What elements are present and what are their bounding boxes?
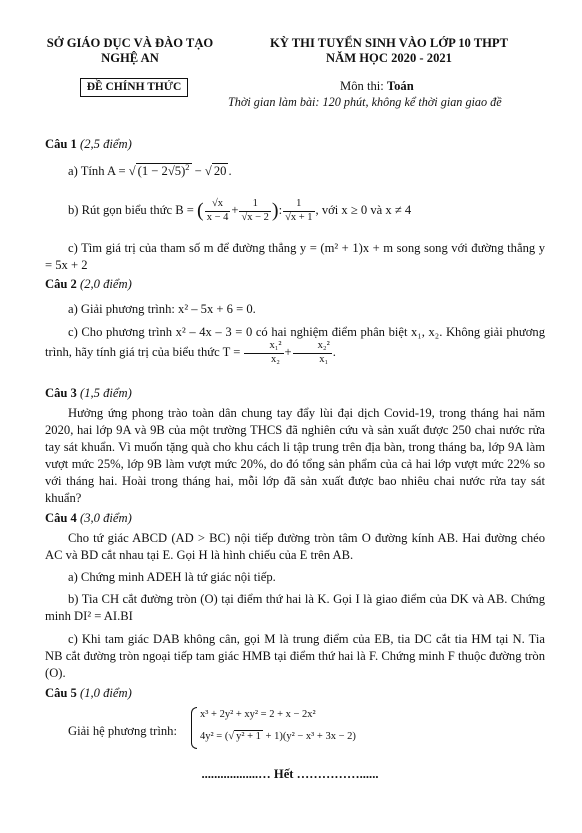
subject-label: Môn thi: bbox=[340, 79, 387, 93]
q1a-exponent: 2 bbox=[185, 162, 190, 172]
q1-heading bbox=[45, 137, 132, 152]
q3-title: Câu 3 bbox=[45, 386, 77, 400]
q2-heading bbox=[45, 277, 132, 292]
q1a bbox=[68, 162, 232, 179]
q5-eq2-sqrt: y² + 1 bbox=[236, 731, 261, 742]
q5-eq1: x³ + 2y² + xy² = 2 + x − 2x² bbox=[200, 709, 316, 720]
q5-points: (1,0 điểm) bbox=[80, 686, 132, 700]
q1a-minus: − bbox=[191, 164, 205, 179]
q1b-frac3: $\frac{1}{√x + 1}$ bbox=[285, 198, 313, 223]
q4-points: (3,0 điểm) bbox=[80, 511, 132, 525]
q3-text: Hưởng ứng phong trào toàn dân chung tay đẩy lùi đại dịch Covid-19, trong tháng hai năm 2020, hai lớp 9A và 9B của một trường THCS đã nghiên cứu và sản xuất được 250 chai nước rửa tay sát khuẩn. Vì muốn tặng quà cho khu cách li tập trung trên địa bàn, trong tháng ba, lớp 9A làm vượt mức 25%, lớp 9B làm vượt mức 20%, do đó tổng sản phẩm của cả hai lớp vượt mức 22% so với tháng hai. Hoài trong tháng hai, mỗi lớp đã sản xuất được bao nhiêu chai nước rửa tay sát khuẩn? bbox=[45, 406, 545, 505]
t-frac1: $\frac{\text{x₁²}}{\text{x₂}}$ bbox=[244, 341, 283, 365]
q1a-prefix: a) Tính A = bbox=[68, 164, 129, 179]
q1c: c) Tìm giá trị của tham số m để đường thẳng y = (m² + 1)x + m song song với đường thẳng y = 5x + 2 bbox=[45, 241, 545, 272]
q2a: a) Giải phương trình: x² – 5x + 6 = 0. bbox=[68, 302, 256, 316]
q4-heading bbox=[45, 511, 132, 526]
q1b-prefix: b) Rút gọn biểu thức B = bbox=[68, 202, 198, 217]
time-text: Thời gian làm bài: 120 phút, không kể thời gian giao đề bbox=[228, 95, 502, 109]
q4b: b) Tia CH cắt đường tròn (O) tại điểm thứ hai là K. Gọi I là giao điểm của DK và AB. Chứng minh DI² = AI.BI bbox=[45, 592, 545, 623]
q1a-sqrt20: 20 bbox=[213, 164, 227, 179]
q5-eq2: 4y² = (√ y² + 1 + 1)(y² − x³ + 3x − 2) bbox=[200, 731, 356, 742]
q1-points: (2,5 điểm) bbox=[80, 137, 132, 151]
q3-heading bbox=[45, 386, 132, 401]
dept-line1: SỞ GIÁO DỤC VÀ ĐÀO TẠO bbox=[46, 36, 214, 50]
official-label-box: ĐỀ CHÍNH THỨC bbox=[80, 78, 188, 97]
q1b-frac2: $\frac{1}{√x - 2}$ bbox=[241, 198, 269, 223]
sqrt-icon: √ bbox=[128, 164, 136, 179]
q1b: b) Rút gọn biểu thức B = ( $\frac{√x}{x - 4}$ + $\frac{1}{√x - 2}$ ): $\frac{1}{√x + 1}$ , với x ≥ 0 và x ≠ 4 bbox=[68, 198, 412, 223]
q4-title: Câu 4 bbox=[45, 511, 77, 525]
q1b-condition: , với x ≥ 0 và x ≠ 4 bbox=[315, 202, 412, 217]
q5-heading bbox=[45, 686, 132, 701]
q4-intro: Cho tứ giác ABCD (AD > BC) nội tiếp đường tròn tâm O đường kính AB. Hai đường chéo AC và BD cắt nhau tại E. Gọi H là hình chiếu của E trên AB. bbox=[45, 531, 545, 562]
q1a-end: . bbox=[228, 164, 232, 179]
q5-prefix: Giải hệ phương trình: bbox=[68, 724, 177, 738]
q1b-frac1: $\frac{√x}{x - 4}$ bbox=[206, 198, 229, 223]
exam-line1: KỲ THI TUYỂN SINH VÀO LỚP 10 THPT bbox=[269, 36, 509, 50]
dept-line2: NGHỆ AN bbox=[101, 51, 159, 65]
q5-title: Câu 5 bbox=[45, 686, 77, 700]
q3-points: (1,5 điểm) bbox=[80, 386, 132, 400]
sqrt-icon: √ bbox=[204, 164, 212, 179]
q2c: c) Cho phương trình x² – 4x – 3 = 0 có hai nghiệm điểm phân biệt x₁, x₂. Không giải phương trình, hãy tính giá trị của biểu thức T = $\frac{\text{x₁²}}{\text{x₂}}$ + $\frac{\text{x₂²}}{\text{x₁}}$ . bbox=[45, 325, 545, 365]
subject-line bbox=[340, 79, 414, 94]
t-frac2: $\frac{\text{x₂²}}{\text{x₁}}$ bbox=[293, 341, 332, 365]
q2-points: (2,0 điểm) bbox=[80, 277, 132, 291]
q2-title: Câu 2 bbox=[45, 277, 77, 291]
system-brace bbox=[191, 707, 197, 749]
subject-value: Toán bbox=[386, 79, 414, 93]
end-marker: ..................… Hết ……………...... bbox=[201, 767, 379, 781]
q1-title: Câu 1 bbox=[45, 137, 77, 151]
sqrt-icon: √ bbox=[228, 731, 235, 742]
q4c: c) Khi tam giác DAB không cân, gọi M là trung điểm của EB, tia DC cắt tia HM tại N. Tia NB cắt đường tròn ngoại tiếp tam giác HMB tại điểm thứ hai là F. Chứng minh F thuộc đường tròn (O). bbox=[45, 632, 545, 680]
q1a-radicand: $(1 - 2√5)^2$ bbox=[137, 162, 190, 179]
q4a: a) Chứng minh ADEH là tứ giác nội tiếp. bbox=[68, 570, 276, 584]
exam-line2: NĂM HỌC 2020 - 2021 bbox=[326, 51, 452, 65]
